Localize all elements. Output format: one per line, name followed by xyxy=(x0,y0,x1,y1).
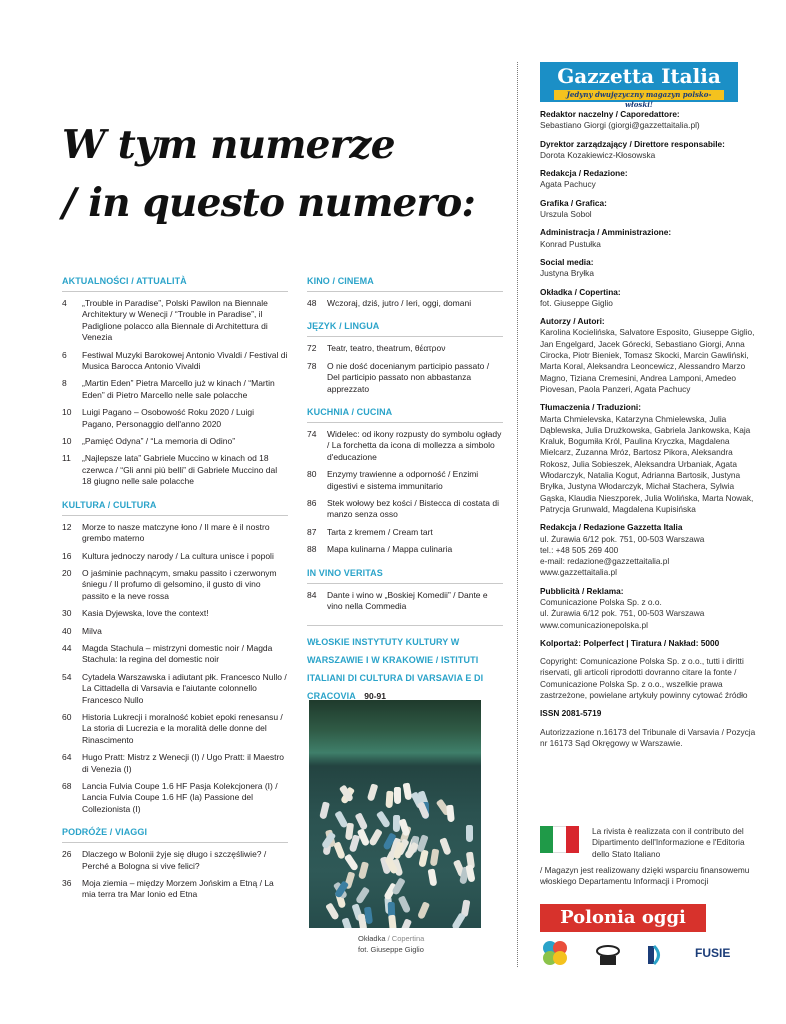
toc-page-number: 44 xyxy=(62,642,72,653)
section-left-0 xyxy=(62,276,288,488)
masthead-block-text: fot. Giuseppe Giglio xyxy=(540,297,613,308)
boat-shape xyxy=(376,811,391,829)
toc-page-number: 80 xyxy=(307,469,317,480)
toc-entry-title: Enzymy trawienne a odporność / Enzimi digestivi e sistema immunitario xyxy=(327,469,479,491)
boat-shape xyxy=(419,849,430,867)
section-mid-2 xyxy=(307,407,503,556)
masthead-block xyxy=(540,168,762,191)
toc-entry[interactable] xyxy=(62,672,288,706)
boat-shape xyxy=(430,848,440,866)
masthead-block-text: Comunicazione Polska Sp. z o.o. xyxy=(540,596,662,607)
masthead-block xyxy=(540,586,762,631)
masthead-block-heading: Okładka / Copertina: xyxy=(540,286,621,297)
masthead-block-text: Autorizzazione n.16173 del Tribunale di Varsavia / Pozycja nr 16173 Sąd Okręgowy w Warszawie. xyxy=(540,726,756,748)
section-left-2 xyxy=(62,827,288,901)
boat-shape xyxy=(427,869,437,887)
toc-page-number: 86 xyxy=(307,498,317,509)
toc-entry-title: Lancia Fulvia Coupe 1.6 HF Pasja Kolekcjonera (I) / Lancia Fulvia Coupe 1.6 HF (la) Passione del Collezionista (I) xyxy=(82,781,278,814)
masthead-block xyxy=(540,198,762,221)
partner-logo-1[interactable] xyxy=(540,938,570,970)
masthead-block-heading: Redakcja / Redazione Gazzetta Italia xyxy=(540,522,683,533)
toc-entry[interactable] xyxy=(307,590,503,613)
middle-sections xyxy=(307,276,503,613)
toc-entry[interactable] xyxy=(307,469,503,492)
masthead-block-heading: Redaktor naczelny / Caporedattore: xyxy=(540,109,680,119)
masthead-block-heading: Administracja / Amministrazione: xyxy=(540,227,672,238)
toc-entry-title: „Trouble in Paradise”, Polski Pawilon na Biennale Architektury w Wenecji / “Trouble in Paradise”, il Padiglione polacco alla Biennale di Architettura di Venezia xyxy=(82,298,268,343)
toc-entry[interactable] xyxy=(62,781,288,815)
masthead-block-text: Urszula Sobol xyxy=(540,209,592,220)
toc-page-number: 68 xyxy=(62,781,72,791)
toc-entry[interactable] xyxy=(62,453,288,487)
boat-shape xyxy=(341,917,353,928)
toc-entry-title: Teatr, teatro, theatrum, θέατρον xyxy=(327,343,446,354)
polonia-oggi-logo[interactable]: Polonia oggi xyxy=(540,904,706,932)
toc-entry-title: Festiwal Muzyki Barokowej Antonio Vivaldi / Festival di Musica Barocca Antonio Vivaldi xyxy=(82,349,288,372)
masthead-block-text: Konrad Pustułka xyxy=(540,238,601,249)
toc-entry[interactable] xyxy=(307,498,503,521)
boat-shape xyxy=(439,837,451,855)
masthead-block xyxy=(540,316,762,395)
masthead-block-text: ul. Żurawia 6/12 pok. 751, 00-503 Warszawa xyxy=(540,533,705,544)
masthead-block-heading: Redakcja / Redazione: xyxy=(540,168,628,179)
section-heading: PODRÓŻE / VIAGGI xyxy=(62,827,148,838)
boat-shape xyxy=(385,790,393,807)
boat-shape xyxy=(355,887,370,905)
section-left-1 xyxy=(62,500,288,816)
toc-page-number: 8 xyxy=(62,378,67,389)
toc-entry-title: Kasia Dyjewska, love the context! xyxy=(82,608,209,619)
toc-page-number: 36 xyxy=(62,878,72,889)
toc-page-number: 60 xyxy=(62,711,72,722)
boat-shape xyxy=(358,861,369,879)
masthead-block-text: e-mail: redazione@gazzettaitalia.pl xyxy=(540,556,670,567)
toc-entry-title: Dante i wino w „Boskiej Komedii” / Dante e vino nella Commedia xyxy=(327,589,488,612)
masthead-block-heading: Grafika / Grafica: xyxy=(540,197,607,208)
toc-entry-title: Historia Lukrecji i moralność kobiet epoki renesansu / La storia di Lucrezia e la moralità delle donne del Rinascimento xyxy=(82,711,283,745)
masthead xyxy=(540,62,762,749)
boat-shape xyxy=(319,801,330,819)
toc-entry[interactable] xyxy=(307,527,503,538)
boat-shape xyxy=(398,896,411,914)
italian-flag-icon xyxy=(540,826,579,853)
section-rule xyxy=(307,583,503,584)
masthead-block-heading: Social media: xyxy=(540,256,594,267)
support-text-pl: / Magazyn jest realizowany dzięki wsparciu finansowemu włoskiego Departamentu Informacji i Promocji xyxy=(540,865,750,887)
section-heading: KUCHNIA / CUCINA xyxy=(307,407,393,418)
boat-shape xyxy=(391,878,405,896)
toc-page-number: 12 xyxy=(62,521,72,532)
logo-name: Gazzetta Italia xyxy=(557,64,721,88)
masthead-blocks xyxy=(540,109,762,749)
masthead-block-heading: Kolportaż: Polperfect | Tiratura / Nakład: 5000 xyxy=(540,637,720,648)
toc-page-number: 48 xyxy=(307,298,317,308)
masthead-block xyxy=(540,109,762,132)
toc-page-number: 87 xyxy=(307,526,317,537)
toc-entry[interactable] xyxy=(62,643,288,666)
toc-page-number: 26 xyxy=(62,849,72,860)
toc-page-number: 20 xyxy=(62,567,72,578)
toc-entry-title: Widelec: od ikony rozpusty do symbolu ogłady / La forchetta da icona di mollezza a simbolo d'educazione xyxy=(327,429,502,462)
masthead-block xyxy=(540,287,762,310)
section-rule xyxy=(62,291,288,292)
toc-entry-title: Hugo Pratt: Mistrz z Wenecji (I) / Ugo Pratt: il Maestro di Venezia (I) xyxy=(82,752,285,774)
masthead-block-text: Agata Pachucy xyxy=(540,179,596,190)
page-title-line-2: / in questo numero: xyxy=(62,180,476,226)
toc-page-number: 10 xyxy=(62,407,72,418)
boat-shape xyxy=(446,805,455,823)
masthead-block-heading: Autorzy / Autori: xyxy=(540,316,605,327)
boat-shape xyxy=(402,783,412,801)
toc-page-number: 11 xyxy=(62,453,71,464)
toc-page-number: 40 xyxy=(62,625,72,636)
partner-logo-2[interactable] xyxy=(595,942,621,968)
masthead-block-heading: Dyrektor zarządzający / Direttore responsabile: xyxy=(540,138,725,149)
boat-shape xyxy=(451,912,466,928)
toc-entry[interactable] xyxy=(62,298,288,344)
toc-entry[interactable] xyxy=(62,712,288,746)
institutes-pages: 90-91 xyxy=(364,690,387,701)
section-rule xyxy=(307,422,503,423)
toc-entry[interactable] xyxy=(307,429,503,463)
boat-shape xyxy=(364,907,373,925)
boat-shape xyxy=(388,915,397,928)
toc-entry-title: Cytadela Warszawska i adiutant płk. Francesco Nullo / La Cittadella di Varsavia e l'aiutante colonnello Francesco Nullo xyxy=(82,671,287,705)
masthead-block xyxy=(540,727,762,750)
cover-caption xyxy=(358,934,424,955)
toc-entry-title: „Martin Eden” Pietra Marcello już w kinach / “Martin Eden” di Pietro Marcello nelle sale polacche xyxy=(82,378,275,400)
toc-entry[interactable] xyxy=(62,350,288,373)
toc-page-number: 72 xyxy=(307,343,317,354)
caption-label-it: / Copertina xyxy=(387,934,425,943)
toc-entry-title: „Pamięć Odyna” / “La memoria di Odino” xyxy=(82,436,236,447)
toc-page-number: 30 xyxy=(62,608,72,619)
masthead-block-heading: ISSN 2081-5719 xyxy=(540,708,602,719)
masthead-block-text: tel.: +48 505 269 400 xyxy=(540,544,619,555)
masthead-block xyxy=(540,638,762,649)
fusie-logo[interactable]: FUSIE xyxy=(695,946,731,960)
masthead-block xyxy=(540,257,762,280)
toc-entry[interactable] xyxy=(307,544,503,555)
toc-entry[interactable] xyxy=(307,361,503,395)
section-heading: KINO / CINEMA xyxy=(307,276,374,286)
toc-entry[interactable] xyxy=(62,608,288,619)
toc-entry[interactable] xyxy=(62,378,288,401)
toc-entry[interactable] xyxy=(62,626,288,637)
toc-entry-title: Dlaczego w Bolonii żyje się długo i szczęśliwie? / Perché a Bologna si vive felici? xyxy=(82,849,267,871)
toc-entry[interactable] xyxy=(307,343,503,354)
caption-label: Okładka xyxy=(358,934,386,943)
masthead-block xyxy=(540,402,762,515)
boat-shape xyxy=(466,825,473,842)
cover-photo xyxy=(309,700,481,928)
contents-left-column xyxy=(62,276,288,913)
caption-credit: fot. Giuseppe Giglio xyxy=(358,944,424,954)
toc-page-number: 88 xyxy=(307,544,317,555)
toc-page-number: 4 xyxy=(62,298,67,308)
masthead-block-heading: Pubblicità / Reklama: xyxy=(540,585,624,596)
masthead-block xyxy=(540,656,762,701)
masthead-block-text: ul. Żurawia 6/12 pok. 751, 00-503 Warszawa xyxy=(540,608,705,619)
boat-shape xyxy=(357,829,370,847)
masthead-block-text: Justyna Bryłka xyxy=(540,268,594,279)
toc-entry[interactable] xyxy=(62,568,288,602)
toc-entry-title: „Najlepsze lata” Gabriele Muccino w kinach od 18 czerwca / “Gli anni più belli” di Gabriele Muccino dal 18 giugno nelle sale polacche xyxy=(82,453,278,487)
masthead-block xyxy=(540,522,762,578)
institutes-entry[interactable] xyxy=(307,625,503,704)
section-heading: AKTUALNOŚCI / ATTUALITÀ xyxy=(62,276,187,286)
toc-page-number: 64 xyxy=(62,752,72,763)
toc-entry-title: O jaśminie pachnącym, smaku passito i czerwonym śniegu / Il profumo di gelsomino, il gusto di vino passito e la neve rossa xyxy=(82,567,277,601)
boat-shape xyxy=(366,783,378,801)
contents-middle-column xyxy=(307,276,503,704)
boat-shape xyxy=(368,828,383,846)
toc-entry[interactable] xyxy=(62,752,288,775)
section-heading: IN VINO VERITAS xyxy=(307,567,383,578)
masthead-block-text: Dorota Kozakiewicz-Kłosowska xyxy=(540,149,656,160)
toc-entry-title: Luigi Pagano – Osobowość Roku 2020 / Luigi Pagano, Personaggio dell'anno 2020 xyxy=(82,407,255,429)
section-mid-0 xyxy=(307,276,503,309)
masthead-block-text: www.comunicazionepolska.pl xyxy=(540,619,648,630)
column-divider xyxy=(517,62,518,967)
toc-entry[interactable] xyxy=(62,878,288,901)
toc-entry[interactable] xyxy=(62,551,288,562)
toc-entry-title: Stek wołowy bez kości / Bistecca di costata di manzo senza osso xyxy=(327,498,499,520)
toc-page-number: 6 xyxy=(62,349,67,360)
section-mid-1 xyxy=(307,321,503,395)
section-rule xyxy=(307,336,503,337)
toc-entry-title: Mapa kulinarna / Mappa culinaria xyxy=(327,544,453,555)
toc-entry-title: Kultura jednoczy narody / La cultura unisce i popoli xyxy=(82,550,274,561)
toc-page-number: 16 xyxy=(62,550,72,561)
toc-page-number: 84 xyxy=(307,589,317,600)
section-rule xyxy=(62,515,288,516)
masthead-block xyxy=(540,708,762,719)
section-heading: JĘZYK / LINGUA xyxy=(307,321,380,332)
toc-entry-title: Milva xyxy=(82,625,102,636)
masthead-block-text: www.gazzettaitalia.pl xyxy=(540,567,618,578)
boat-shape xyxy=(399,918,412,928)
toc-entry-title: Wczoraj, dziś, jutro / Ieri, oggi, domani xyxy=(327,298,472,308)
masthead-block-text: Marta Chmielevska, Katarzyna Chmielewska, Julia Dąblewska, Julia Drużkowska, Gabriela Jankowska, Kaja Kraluk, Bogumiła Król, Paulina Kryczka, Magdalena Mielcarz, Zuzanna Mróz, Bartosz Pikora, Aleksandra Rokosz, Julia Sobieszek, Aleksandra Urbaniak, Agata Włodarczyk, Natalia Kogut, Adrianna Bartosik, Justyna Bryłka, Justyna Włodarczyk, Michał Stachera, Sylwia Gąska, Klaudia Nieszporek, Julia Wolińska, Marta Nowak, Patrycja Grunwald, Magdalena Kupisińska xyxy=(540,413,754,514)
cover-photo-shore xyxy=(309,700,481,766)
logo-tagline: Jedyny dwujęzyczny magazyn polsko-włoski! xyxy=(554,90,724,100)
toc-entry-title: Moja ziemia – między Morzem Jońskim a Etną / La mia terra tra Mar Ionio ed Etna xyxy=(82,878,274,900)
boat-shape xyxy=(417,901,430,919)
institutes-text: WŁOSKIE INSTYTUTY KULTURY W WARSZAWIE I W KRAKOWIE / ISTITUTI ITALIANI DI CULTURA DI VARSAVIA E DI CRACOVIA xyxy=(307,636,484,701)
page-title xyxy=(62,116,502,232)
toc-entry-title: Magda Stachula – mistrzyni domestic noir / Magda Stachula: la regina del domestic noir xyxy=(82,642,273,665)
toc-entry-title: O nie dość docenianym participio passato / Del participio passato non abbastanza apprezzato xyxy=(327,360,490,394)
partner-logo-3[interactable] xyxy=(645,942,665,968)
gazzetta-italia-logo[interactable] xyxy=(540,62,738,109)
toc-entry-title: Morze to nasze matczyne łono / Il mare è il nostro grembo materno xyxy=(82,521,270,544)
section-rule xyxy=(307,291,503,292)
toc-page-number: 10 xyxy=(62,436,72,447)
masthead-block-text: Copyright: Comunicazione Polska Sp. z o.o., tutti i diritti riservati, gli articoli riprodotti dovranno citare la fonte / Comunicazione Polska Sp. z o.o., wszelkie prawa zastrzeżone, powielane artykuły powinny cytować źródło xyxy=(540,656,748,701)
masthead-block xyxy=(540,139,762,162)
partner-logos xyxy=(540,938,762,972)
boat-shape xyxy=(394,787,401,804)
page-title-line-1: W tym numerze xyxy=(62,122,395,168)
section-mid-3 xyxy=(307,568,503,613)
masthead-block-text: Karolina Kocielińska, Salvatore Esposito, Giuseppe Giglio, Jan Engelgard, Jacek Górecki, Sebastiano Giorgi, Anna Cirocka, Piotr Bieniek, Tomasz Skocki, Marcin Gawliński, Marta Koral, Aleksandra Leoncewicz, Alessandro Marzo Magno, Tiziana Cremesini, Andrea Lamponi, Amedeo Piovesan, Paola Panzeri, Agata Pachucy xyxy=(540,327,755,394)
toc-page-number: 74 xyxy=(307,429,317,440)
support-text: La rivista è realizzata con il contributo del Dipartimento dell'Informazione e l'Editoria dello Stato Italiano xyxy=(592,826,745,859)
toc-entry[interactable] xyxy=(307,298,503,309)
masthead-block-text: Sebastiano Giorgi (giorgi@gazzettaitalia.pl) xyxy=(540,120,700,131)
toc-entry-title: Tarta z kremem / Cream tart xyxy=(327,526,433,537)
boat-shape xyxy=(344,853,359,871)
boat-shape xyxy=(398,818,410,836)
toc-entry[interactable] xyxy=(62,407,288,430)
toc-page-number: 54 xyxy=(62,671,72,682)
section-heading: KULTURA / CULTURA xyxy=(62,499,157,510)
masthead-block xyxy=(540,227,762,250)
toc-page-number: 78 xyxy=(307,360,317,371)
toc-entry[interactable] xyxy=(62,522,288,545)
masthead-block-heading: Tłumaczenia / Traduzioni: xyxy=(540,402,641,413)
toc-entry[interactable] xyxy=(62,436,288,447)
toc-entry[interactable] xyxy=(62,849,288,872)
section-rule xyxy=(62,842,288,843)
